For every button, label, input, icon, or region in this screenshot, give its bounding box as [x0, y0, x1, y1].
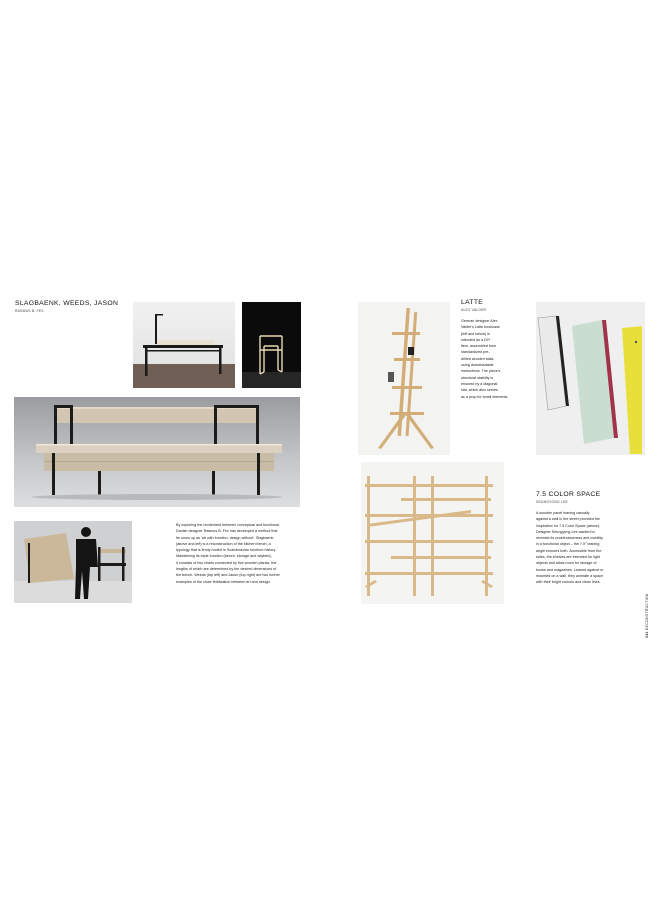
body-line: structural stability is — [461, 375, 494, 380]
body-line: Danish designer Rasmus B. Fex has developed a method that — [176, 529, 278, 534]
body-line: objects and allow room for storage of — [536, 561, 597, 566]
body-line: A wooden panel leaning casually — [536, 511, 590, 515]
body-line: sides, the shelves are intended for light — [536, 555, 600, 560]
body-line: Designer Seungyong Lee wanted to — [536, 529, 595, 534]
body-line: (above and left) is a reconstruction of the kitchen bench, a — [176, 541, 271, 546]
bench-photo — [14, 397, 300, 507]
body-line: drilled wooden slats, — [461, 356, 495, 361]
body-line: item, assembled from — [461, 344, 497, 349]
body-line: lengths of which are determined by the desired dimensions of — [176, 567, 277, 572]
left-body-text — [176, 522, 304, 585]
color-space-photo — [536, 302, 645, 455]
body-line: By exploring the borderland between conceptual and functional, — [176, 523, 280, 527]
color-space-credit: SEUNGYONG LEE — [536, 500, 568, 504]
body-line: instructions. The piece's — [461, 369, 501, 374]
body-line: (left and below) is — [461, 331, 490, 336]
latte-title: LATTE — [461, 299, 484, 306]
body-line: against a wall in the street provided the — [536, 517, 600, 522]
body-line: Maintaining its triple function (bench, storage and daybed), — [176, 554, 272, 559]
body-line: in a functional object – the 7.5° leaning — [536, 542, 600, 547]
body-line: books and magazines. Leaned against or — [536, 567, 604, 572]
body-line: angle ensures both. Accessible from the — [536, 548, 602, 553]
body-line: mounted on a wall, they animate a space — [536, 573, 604, 578]
body-line: ensured by a diagonal — [461, 381, 498, 386]
body-line: Valder's Latte bookcase — [461, 325, 500, 330]
color-space-body-text — [536, 510, 640, 586]
color-space-title: 7.5 COLOR SPACE — [536, 491, 601, 498]
weeds-photo — [133, 302, 235, 388]
body-line: with their bright colours and clean lines. — [536, 580, 601, 585]
body-line: the bench. Weeds (top left) and Jason (top right) are two further — [176, 573, 280, 578]
body-line: using downloadable — [461, 363, 494, 368]
body-line: typology that is firmly rooted in Scandinavian furniture history. — [176, 548, 277, 553]
body-line: inspiration for 7.5 Color Space (above). — [536, 523, 601, 528]
body-line: German designer Alex — [461, 319, 498, 323]
left-page-title: SLAGBAENK, WEEDS, JASON — [15, 300, 119, 307]
jason-photo — [242, 302, 301, 388]
body-line: slat, which also serves — [461, 388, 498, 393]
latte-front-photo — [361, 462, 504, 604]
latte-body-text — [461, 318, 523, 400]
body-line: as a prop for small elements. — [461, 394, 509, 399]
body-line: recreate its unobtrusiveness and mobility — [536, 536, 603, 541]
latte-credit: ALEX VALDER — [461, 308, 487, 312]
body-line: he sums up as 'art with function, design without'. Slagbaenk — [176, 535, 274, 540]
body-line: it consists of two chairs connected by five wooden planks, the — [176, 560, 277, 565]
body-line: intended as a DIY — [461, 337, 491, 342]
bench-carried-photo — [14, 521, 132, 603]
page-folio — [645, 593, 651, 638]
latte-photo — [358, 302, 450, 455]
left-page-credit: RASMUS B. FEX — [15, 309, 44, 313]
page-number: 041 — [645, 631, 649, 638]
body-line: examples of the close fertilization between art and design. — [176, 579, 271, 584]
body-line: standardized pre- — [461, 350, 490, 355]
section-name: DECONSTRUCTION — [645, 593, 649, 631]
